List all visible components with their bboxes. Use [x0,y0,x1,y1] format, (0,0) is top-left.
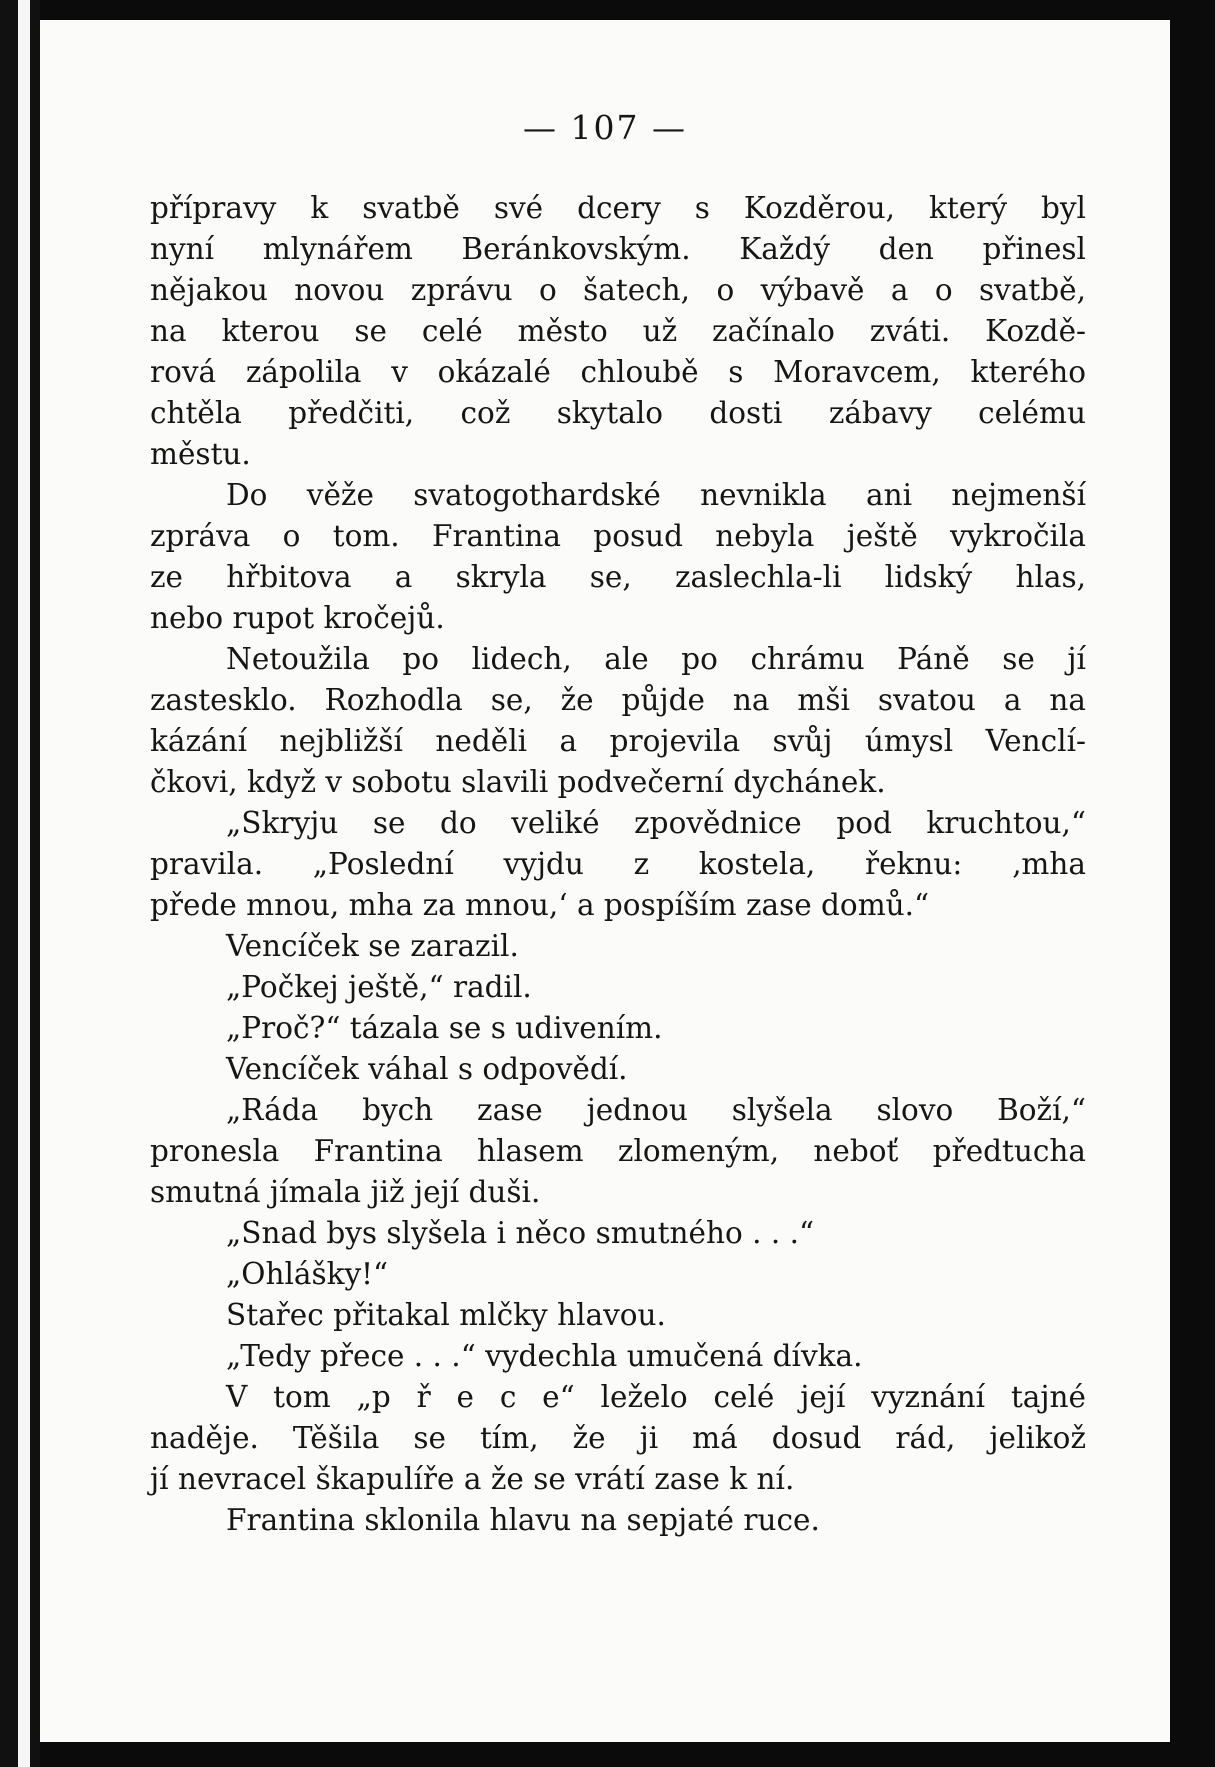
text-line: Vencíček se zarazil. [226,929,519,963]
text-line: Do věže svatogothardské nevnikla ani nejmenší [226,478,1086,512]
text-line: kázání nejbližší neděli a projevila svůj úmysl Venclí- [150,724,1086,758]
text-line: naděje. Těšila se tím, že ji má dosud rád, jelikož [150,1421,1086,1455]
text-line: zpráva o tom. Frantina posud nebyla ještě vykročila [150,519,1086,553]
text-line: pravila. „Poslední vyjdu z kostela, řeknu: ‚mha [150,847,1086,881]
text-line: „Ráda bych zase jednou slyšela slovo Boží,“ [226,1093,1086,1127]
text-line: nějakou novou zprávu o šatech, o výbavě a o svatbě, [150,273,1086,307]
text-line: pronesla Frantina hlasem zlomeným, neboť předtucha [150,1134,1086,1168]
text-line: přede mnou, mha za mnou,‘ a pospíším zase domů.“ [150,888,930,922]
text-line: Stařec přitakal mlčky hlavou. [226,1298,666,1332]
text-line: na kterou se celé město už začínalo zváti. Kozdě- [150,314,1086,348]
text-line: Vencíček váhal s odpovědí. [226,1052,628,1086]
text-line: „Počkej ještě,“ radil. [226,970,532,1004]
page-text [150,188,1086,1541]
text-line: rová zápolila v okázalé chloubě s Moravcem, kterého [150,355,1086,389]
text-line: ze hřbitova a skryla se, zaslechla-li lidský hlas, [150,560,1086,594]
text-line: „Proč?“ tázala se s udivením. [226,1011,663,1045]
scan-edge-strip [18,0,30,1767]
text-line: Netoužila po lidech, ale po chrámu Páně se jí [226,642,1086,676]
text-line: čkovi, když v sobotu slavili podvečerní dychánek. [150,765,886,799]
text-line: „Skryju se do veliké zpovědnice pod kruchtou,“ [226,806,1086,840]
text-line: jí nevracel škapulíře a že se vrátí zase k ní. [150,1462,795,1496]
text-line: Frantina sklonila hlavu na sepjaté ruce. [226,1503,820,1537]
text-line: nebo rupot kročejů. [150,601,445,635]
scan-left-edge [0,0,40,1767]
text-line: chtěla předčiti, což skytalo dosti zábavy celému [150,396,1086,430]
text-line: přípravy k svatbě své dcery s Kozděrou, který byl [150,191,1086,225]
book-page [40,20,1170,1742]
text-line: „Ohlášky!“ [226,1257,389,1291]
text-line: smutná jímala již její duši. [150,1175,541,1209]
text-line: zastesklo. Rozhodla se, že půjde na mši svatou a na [150,683,1086,717]
text-line: „Snad bys slyšela i něco smutného . . .“ [226,1216,815,1250]
text-line: nyní mlynářem Beránkovským. Každý den přinesl [150,232,1086,266]
text-line: městu. [150,437,251,471]
text-line: „Tedy přece . . .“ vydechla umučená dívka. [226,1339,863,1373]
page-number: — 107 — [523,108,687,147]
text-line: V tom „p ř e c e“ leželo celé její vyznání tajné [226,1380,1086,1414]
